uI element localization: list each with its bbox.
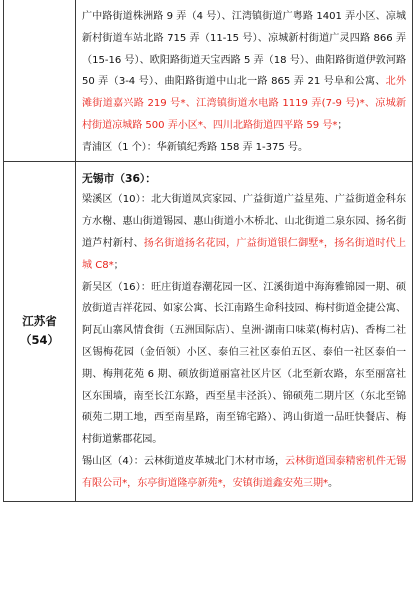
hongkou-text-red: 北外滩街道嘉兴路 219 号*、江湾镇街道水电路 1119 弄(7-9 号)*、凉城新村街道凉城路 500 弄小区*、四川北路街道四平路 59 号*: [82, 76, 406, 131]
table-row-shanghai-continued: [4, 0, 413, 161]
xinwu-district-paragraph: [82, 277, 406, 451]
xishan-text-1: 锡山区（4）：云林街道皮革城北门木材市场，: [82, 455, 286, 467]
liangxi-text-end: ；: [113, 259, 124, 271]
province-cell-empty: [4, 0, 76, 161]
xishan-district-paragraph: [82, 451, 406, 495]
province-cell-jiangsu: [4, 161, 76, 501]
hongkou-text-1: 广中路街道株洲路 9 弄（4 号）、江湾镇街道广粤路 1401 弄小区、凉城新村街道车站北路 715 弄（11-15 号）、凉城新村街道广灵四路 866 弄（15-16 号）、欧阳路街道天宝西路 5 弄（18 号）、曲阳路街道伊敦河路 50 弄（3-4 号）、曲阳路街道中山北一路 865 弄 21 号阜和公寓、: [82, 11, 406, 88]
liangxi-text-red: 扬名街道扬名花园，广益街道银仁御墅*，扬名街道时代上城 C8*: [82, 237, 407, 271]
xishan-text-red: 云林街道国泰精密机件无锡有限公司*，东亭街道隆亭新苑*，安镇街道鑫安苑三期*: [82, 455, 406, 489]
qingpu-district-paragraph: 青浦区（1 个）：华新镇纪秀路 158 弄 1-375 号。: [82, 141, 309, 153]
liangxi-district-paragraph: [82, 189, 406, 276]
high-risk-area-table: [3, 0, 413, 502]
jiangsu-content-cell: [76, 161, 413, 501]
city-title-wuxi: 无锡市（36）：: [82, 171, 157, 185]
shanghai-content-cell: [76, 0, 413, 161]
liangxi-text-1: 梁溪区（10）：北大街道凤宾家园、广益街道广益星苑、广益街道金科东方水榭、惠山街道锡园、惠山街道小木桥北、山北街道二泉东园、扬名街道芦村新村、: [82, 194, 406, 249]
table-row-jiangsu: [4, 161, 413, 501]
hongkou-text-end: ；: [337, 119, 348, 131]
province-name: 江苏省: [22, 314, 57, 329]
xishan-text-end: 。: [328, 477, 339, 489]
hongkou-district-paragraph: [82, 6, 406, 137]
xinwu-text: 新吴区（16）：旺庄街道春潮花园一区、江溪街道中海海雅锦园一期、硕放街道吉祥花园、如家公寓、长江南路生命科技园、梅村街道金捷公寓、阿瓦山寨风情食街（五洲国际店）、皇洲·湖南口味菜(梅村店)、香梅二社区锡梅花园（金佰领）小区、泰伯三社区泰伯五区、泰伯一社区泰伯一期、梅荆花苑 6 期、硕放街道丽富社区片区（北至新农路，东至丽富社区东围墙，南至长江东路，西至星丰泾浜）、锦硕苑二期片区（东北至锦硕苑二期工地，西至南星路，南至锦宅路）、鸿山街道一品旺快餐店、梅村街道紫郡花园。: [82, 281, 406, 446]
province-count: （54）: [19, 333, 59, 348]
